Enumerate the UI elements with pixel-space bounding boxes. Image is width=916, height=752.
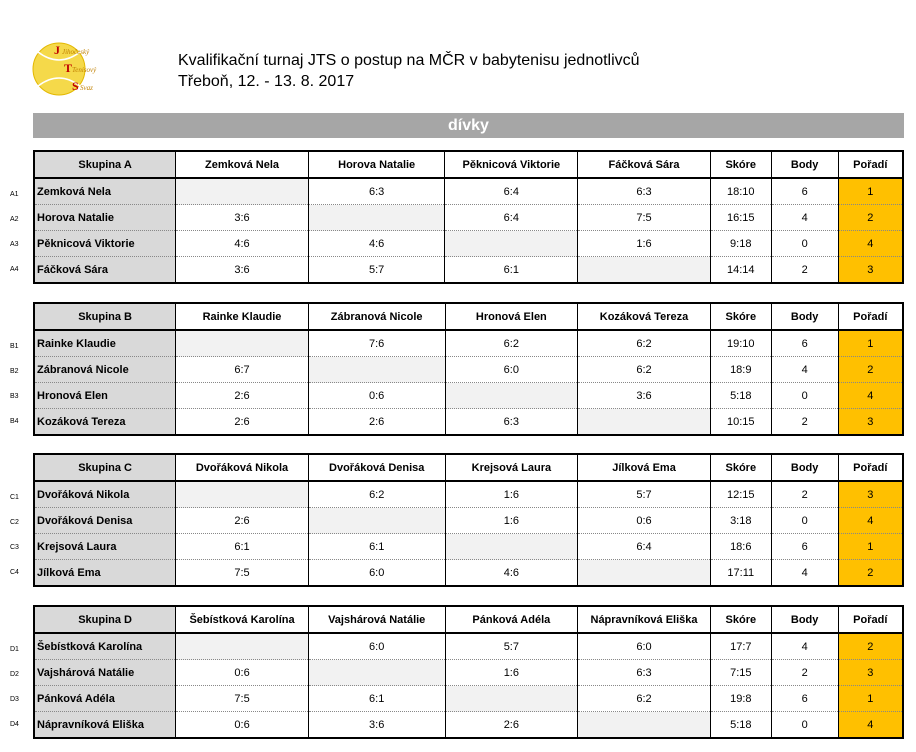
self-cell xyxy=(308,660,445,686)
body-cell: 4 xyxy=(771,633,838,660)
player-name: Dvořáková Denisa xyxy=(34,508,176,534)
group-label: Skupina A xyxy=(34,151,176,178)
rank-cell: 1 xyxy=(838,178,903,205)
row-index: C2 xyxy=(10,519,19,526)
player-name: Horova Natalie xyxy=(34,205,176,231)
body-cell: 2 xyxy=(771,660,838,686)
rank-cell: 1 xyxy=(838,686,903,712)
result-cell: 1:6 xyxy=(445,508,578,534)
result-cell: 6:4 xyxy=(445,205,578,231)
body-cell: 2 xyxy=(771,481,838,508)
self-cell xyxy=(176,178,309,205)
row-index: A1 xyxy=(10,191,19,198)
title-line-1: Kvalifikační turnaj JTS o postup na MČR v babytenisu jednotlivců xyxy=(178,52,640,69)
result-cell: 6:2 xyxy=(578,330,711,357)
opponent-header: Zemková Nela xyxy=(176,151,309,178)
self-cell xyxy=(308,205,445,231)
player-name: Hronová Elen xyxy=(34,383,176,409)
result-cell: 6:4 xyxy=(578,534,711,560)
result-cell: 4:6 xyxy=(308,231,445,257)
opponent-header: Pěknicová Viktorie xyxy=(445,151,578,178)
player-name: Zemková Nela xyxy=(34,178,176,205)
rank-cell: 3 xyxy=(838,409,903,436)
opponent-header: Rainke Klaudie xyxy=(176,303,309,330)
result-cell: 6:2 xyxy=(578,686,711,712)
rank-cell: 4 xyxy=(838,712,903,739)
skore-cell: 7:15 xyxy=(710,660,771,686)
opponent-header: Kozáková Tereza xyxy=(578,303,711,330)
result-cell: 6:1 xyxy=(176,534,309,560)
body-cell: 4 xyxy=(771,560,838,587)
player-name: Rainke Klaudie xyxy=(34,330,176,357)
skore-cell: 17:11 xyxy=(710,560,771,587)
table-row xyxy=(34,205,903,231)
result-cell: 7:5 xyxy=(176,560,309,587)
body-cell: 6 xyxy=(771,534,838,560)
self-cell xyxy=(445,383,578,409)
opponent-header: Horova Natalie xyxy=(308,151,445,178)
table-row xyxy=(34,231,903,257)
opponent-header: Jílková Ema xyxy=(578,454,711,481)
player-name: Dvořáková Nikola xyxy=(34,481,176,508)
opponent-header: Pánková Adéla xyxy=(445,606,578,633)
result-cell: 7:6 xyxy=(308,330,445,357)
result-cell: 4:6 xyxy=(176,231,309,257)
rank-cell: 4 xyxy=(838,508,903,534)
group-table xyxy=(33,605,904,739)
table-row xyxy=(34,660,903,686)
result-cell: 6:2 xyxy=(445,330,578,357)
body-cell: 6 xyxy=(771,330,838,357)
result-cell: 7:5 xyxy=(176,686,309,712)
result-cell: 5:7 xyxy=(308,257,445,284)
skore-cell: 16:15 xyxy=(710,205,771,231)
opponent-header: Fáčková Sára xyxy=(578,151,711,178)
body-header: Body xyxy=(771,303,838,330)
skore-cell: 19:10 xyxy=(710,330,771,357)
result-cell: 0:6 xyxy=(176,660,309,686)
body-cell: 4 xyxy=(771,205,838,231)
result-cell: 6:3 xyxy=(308,178,445,205)
self-cell xyxy=(176,633,309,660)
skore-cell: 18:9 xyxy=(710,357,771,383)
result-cell: 6:0 xyxy=(308,560,445,587)
table-row xyxy=(34,330,903,357)
skore-header: Skóre xyxy=(710,151,771,178)
player-name: Nápravníková Eliška xyxy=(34,712,176,739)
result-cell: 2:6 xyxy=(176,508,309,534)
body-cell: 2 xyxy=(771,257,838,284)
result-cell: 0:6 xyxy=(308,383,445,409)
self-cell xyxy=(578,409,711,436)
result-cell: 6:1 xyxy=(308,686,445,712)
row-index: A4 xyxy=(10,266,19,273)
group-table xyxy=(33,150,904,284)
opponent-header: Vajshárová Natálie xyxy=(308,606,445,633)
body-cell: 6 xyxy=(771,178,838,205)
result-cell: 1:6 xyxy=(578,231,711,257)
self-cell xyxy=(445,231,578,257)
rank-cell: 2 xyxy=(838,633,903,660)
rank-cell: 2 xyxy=(838,205,903,231)
skore-cell: 12:15 xyxy=(710,481,771,508)
result-cell: 6:7 xyxy=(176,357,309,383)
result-cell: 6:3 xyxy=(445,409,578,436)
result-cell: 5:7 xyxy=(445,633,578,660)
skore-cell: 9:18 xyxy=(710,231,771,257)
body-cell: 0 xyxy=(771,383,838,409)
document-title xyxy=(178,50,640,92)
row-index: C3 xyxy=(10,544,19,551)
rank-cell: 1 xyxy=(838,330,903,357)
row-index: B4 xyxy=(10,418,19,425)
result-cell: 6:3 xyxy=(578,660,711,686)
opponent-header: Krejsová Laura xyxy=(445,454,578,481)
result-cell: 6:2 xyxy=(308,481,445,508)
skore-cell: 18:6 xyxy=(710,534,771,560)
header-row xyxy=(34,606,903,633)
category-band: dívky xyxy=(33,113,904,138)
skore-cell: 10:15 xyxy=(710,409,771,436)
row-index: D1 xyxy=(10,646,19,653)
poradi-header: Pořadí xyxy=(838,303,903,330)
self-cell xyxy=(578,712,711,739)
result-cell: 2:6 xyxy=(308,409,445,436)
row-index: A3 xyxy=(10,241,19,248)
opponent-header: Nápravníková Eliška xyxy=(578,606,711,633)
logo-word-2: Tenisový xyxy=(72,66,97,74)
title-line-2: Třeboň, 12. - 13. 8. 2017 xyxy=(178,73,355,90)
table-row xyxy=(34,178,903,205)
group-table xyxy=(33,302,904,436)
body-cell: 2 xyxy=(771,409,838,436)
result-cell: 3:6 xyxy=(578,383,711,409)
table-row xyxy=(34,686,903,712)
skore-cell: 14:14 xyxy=(710,257,771,284)
row-index: B3 xyxy=(10,393,19,400)
table-row xyxy=(34,560,903,587)
result-cell: 0:6 xyxy=(578,508,711,534)
poradi-header: Pořadí xyxy=(838,606,903,633)
result-cell: 6:0 xyxy=(578,633,711,660)
player-name: Pěknicová Viktorie xyxy=(34,231,176,257)
group-label: Skupina B xyxy=(34,303,176,330)
self-cell xyxy=(445,534,578,560)
table-row xyxy=(34,383,903,409)
row-index: B2 xyxy=(10,368,19,375)
group-label: Skupina D xyxy=(34,606,176,633)
result-cell: 6:1 xyxy=(308,534,445,560)
player-name: Vajshárová Natálie xyxy=(34,660,176,686)
player-name: Šebístková Karolína xyxy=(34,633,176,660)
rank-cell: 1 xyxy=(838,534,903,560)
result-cell: 1:6 xyxy=(445,481,578,508)
table-row xyxy=(34,508,903,534)
player-name: Pánková Adéla xyxy=(34,686,176,712)
self-cell xyxy=(176,330,309,357)
row-index: C1 xyxy=(10,494,19,501)
header-row xyxy=(34,151,903,178)
skore-cell: 5:18 xyxy=(710,383,771,409)
rank-cell: 2 xyxy=(838,357,903,383)
result-cell: 6:4 xyxy=(445,178,578,205)
result-cell: 3:6 xyxy=(308,712,445,739)
result-cell: 0:6 xyxy=(176,712,309,739)
skore-header: Skóre xyxy=(710,454,771,481)
table-row xyxy=(34,481,903,508)
self-cell xyxy=(445,686,578,712)
logo-letter-t: T xyxy=(64,61,73,75)
rank-cell: 2 xyxy=(838,560,903,587)
row-index: D4 xyxy=(10,721,19,728)
result-cell: 3:6 xyxy=(176,257,309,284)
poradi-header: Pořadí xyxy=(838,454,903,481)
row-index: B1 xyxy=(10,343,19,350)
skore-header: Skóre xyxy=(710,303,771,330)
row-index: D3 xyxy=(10,696,19,703)
logo-word-1: Jihočeský xyxy=(62,48,90,56)
result-cell: 1:6 xyxy=(445,660,578,686)
body-cell: 0 xyxy=(771,231,838,257)
logo-word-3: Svaz xyxy=(80,84,93,92)
result-cell: 7:5 xyxy=(578,205,711,231)
logo-letter-s: S xyxy=(72,79,79,93)
body-header: Body xyxy=(771,454,838,481)
self-cell xyxy=(176,481,309,508)
player-name: Fáčková Sára xyxy=(34,257,176,284)
rank-cell: 4 xyxy=(838,231,903,257)
result-cell: 6:2 xyxy=(578,357,711,383)
row-index: A2 xyxy=(10,216,19,223)
rank-cell: 3 xyxy=(838,660,903,686)
group-label: Skupina C xyxy=(34,454,176,481)
player-name: Krejsová Laura xyxy=(34,534,176,560)
opponent-header: Hronová Elen xyxy=(445,303,578,330)
skore-cell: 5:18 xyxy=(710,712,771,739)
opponent-header: Dvořáková Denisa xyxy=(308,454,445,481)
player-name: Zábranová Nicole xyxy=(34,357,176,383)
self-cell xyxy=(578,560,711,587)
opponent-header: Šebístková Karolína xyxy=(176,606,309,633)
result-cell: 6:0 xyxy=(308,633,445,660)
logo-letter-j: J xyxy=(54,43,60,57)
skore-header: Skóre xyxy=(710,606,771,633)
table-row xyxy=(34,409,903,436)
opponent-header: Zábranová Nicole xyxy=(308,303,445,330)
skore-cell: 19:8 xyxy=(710,686,771,712)
result-cell: 6:3 xyxy=(578,178,711,205)
opponent-header: Dvořáková Nikola xyxy=(176,454,309,481)
result-cell: 6:1 xyxy=(445,257,578,284)
table-row xyxy=(34,712,903,739)
result-cell: 6:0 xyxy=(445,357,578,383)
result-cell: 4:6 xyxy=(445,560,578,587)
result-cell: 2:6 xyxy=(445,712,578,739)
skore-cell: 3:18 xyxy=(710,508,771,534)
skore-cell: 17:7 xyxy=(710,633,771,660)
self-cell xyxy=(308,357,445,383)
body-cell: 4 xyxy=(771,357,838,383)
header-row xyxy=(34,303,903,330)
row-index: D2 xyxy=(10,671,19,678)
rank-cell: 4 xyxy=(838,383,903,409)
body-header: Body xyxy=(771,151,838,178)
result-cell: 2:6 xyxy=(176,383,309,409)
skore-cell: 18:10 xyxy=(710,178,771,205)
rank-cell: 3 xyxy=(838,257,903,284)
body-cell: 0 xyxy=(771,712,838,739)
logo xyxy=(32,38,118,100)
poradi-header: Pořadí xyxy=(838,151,903,178)
rank-cell: 3 xyxy=(838,481,903,508)
table-row xyxy=(34,357,903,383)
table-row xyxy=(34,257,903,284)
self-cell xyxy=(308,508,445,534)
table-row xyxy=(34,534,903,560)
body-cell: 6 xyxy=(771,686,838,712)
row-index: C4 xyxy=(10,569,19,576)
player-name: Jílková Ema xyxy=(34,560,176,587)
group-table xyxy=(33,453,904,587)
table-row xyxy=(34,633,903,660)
player-name: Kozáková Tereza xyxy=(34,409,176,436)
body-header: Body xyxy=(771,606,838,633)
result-cell: 5:7 xyxy=(578,481,711,508)
result-cell: 2:6 xyxy=(176,409,309,436)
self-cell xyxy=(578,257,711,284)
header-row xyxy=(34,454,903,481)
body-cell: 0 xyxy=(771,508,838,534)
result-cell: 3:6 xyxy=(176,205,309,231)
